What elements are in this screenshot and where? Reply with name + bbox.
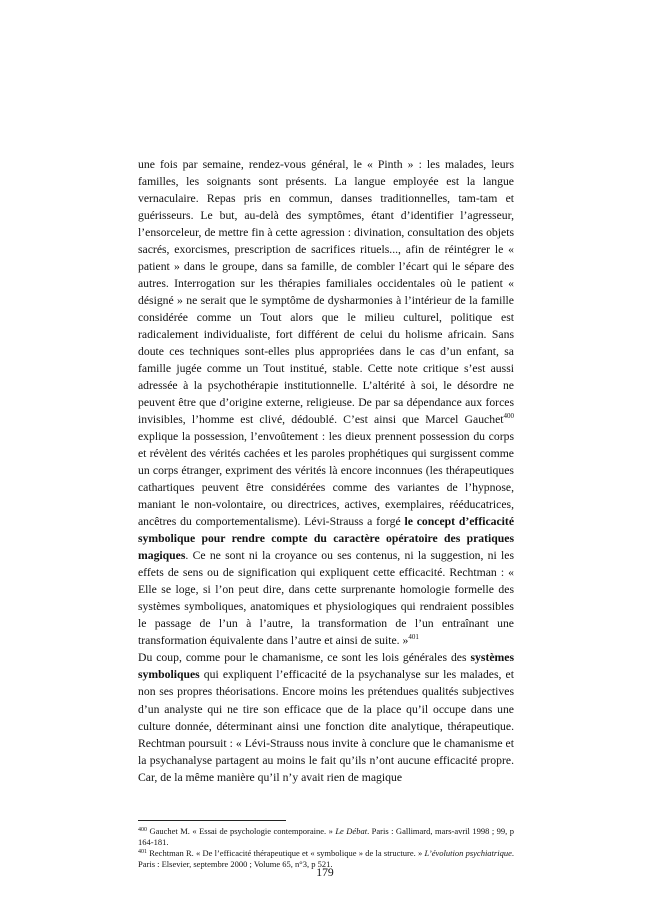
paragraph-1-text-c: . Ce ne sont ni la croyance ou ses contenus, ni la suggestion, ni les effets de sens ou de signification qui expliquent cette efficacité. Rechtman : « Elle se loge, si l’on peut dire, dans cette surprenante homologie formelle des systèmes symboliques, anatomiques et physiologiques qui rendraient possibles le passage de l’un à l’autre, la transformation de l’un entraînant une transformation équivalente dans l’autre et ainsi de suite. » (138, 549, 514, 648)
footnote-number: 400 (138, 827, 147, 833)
footnote-ref-401[interactable]: 401 (408, 633, 419, 642)
paragraph-2 (138, 649, 514, 785)
footnote-title: Le Débat (335, 826, 368, 836)
paragraph-1 (138, 156, 514, 649)
body-text (138, 156, 514, 786)
paragraph-2-bold: systèmes symboliques (138, 651, 514, 682)
paragraph-1-text-a: une fois par semaine, rendez-vous général, le « Pinth » : les malades, leurs familles, les soignants sont présents. La langue employée est la langue vernaculaire. Repas pris en commun, danses traditionnelles, tam-tam et guérisseurs. Le but, au-delà des symptômes, étant d’identifier l’agresseur, l’ensorceleur, de mettre fin à cette agression : divination, consultation des objets sacrés, exorcismes, prescription de sacrifices rituels..., afin de réintégrer le « patient » dans le groupe, dans sa famille, de combler l’écart qui le sépare des autres. Interrogation sur les thérapies familiales occidentales où le patient « désigné » ne serait que le symptôme de dysharmonies à l’intérieur de la famille considérée comme un Tout alors que le milieu culturel, politique est radicalement individualiste, fort différent de celui du holisme africain. Sans doute ces techniques sont-elles plus appropriées dans le cas d’un enfant, sa famille jugée comme un Tout institué, stable. Cette note critique s’est aussi adressée à la psychothérapie institutionnelle. L’altérité à soi, le désordre ne peuvent être que d’origine externe, religieuse. De par sa dépendance aux forces invisibles, l’homme est clivé, dédoublé. C’est ainsi que Marcel Gauchet (138, 158, 514, 427)
footnote-title: L’évolution psychiatrique (424, 848, 512, 859)
footnote-separator (138, 820, 286, 821)
footnote-ref-400[interactable]: 400 (503, 412, 514, 421)
footnote-text: . Paris : Elsevier, septembre 2000 ; Volume 65, n°3, p 521. (138, 848, 514, 869)
footnote-text: Rechtman R. « De l’efficacité thérapeutique et « symbolique » de la structure. » (147, 848, 425, 859)
footnote-number: 401 (138, 849, 147, 856)
footnotes (138, 826, 514, 870)
paragraph-2-text-b: qui expliquent l’efficacité de la psychanalyse sur les malades, et non ses propres théorisations. Encore moins les prétendues qualités subjectives d’un analyste qui ne tire son efficace que de la place qu’il occupe dans une culture donnée, déterminant ainsi une fonction dite analytique, thérapeutique. Rechtman poursuit : « Lévi-Strauss nous invite à conclure que le chamanisme et la psychanalyse partagent au moins le fait qu’ils n’ont aucune efficacité propre. Car, de la même manière qu’il n’y avait rien de magique (138, 668, 514, 784)
page-number: 179 (316, 866, 334, 879)
footnote-400 (138, 826, 514, 847)
paragraph-1-bold: le concept d’efficacité symbolique pour rendre compte du caractère opératoire des pratiques magiques (138, 515, 515, 563)
footnote-text: Gauchet M. « Essai de psychologie contemporaine. » (147, 826, 336, 836)
paragraph-1-text-b: explique la possession, l’envoûtement : les dieux prennent possession du corps et révèlent des vérités cachées et les paroles prophétiques qui surgissent comme un corps étranger, expriment des vérités là encore inconnues (les thérapeutiques cathartiques peuvent être considérées comme des variantes de l’hypnose, maniant le non-volontaire, ou directrices, actives, exemplaires, rééducatrices, ancêtres du comportementalisme). Lévi-Strauss a forgé (138, 430, 514, 529)
footnote-text: . Paris : Gallimard, mars-avril 1998 ; 99, p 164-181. (138, 826, 514, 847)
paragraph-2-text-a: Du coup, comme pour le chamanisme, ce sont les lois générales des (138, 651, 471, 665)
